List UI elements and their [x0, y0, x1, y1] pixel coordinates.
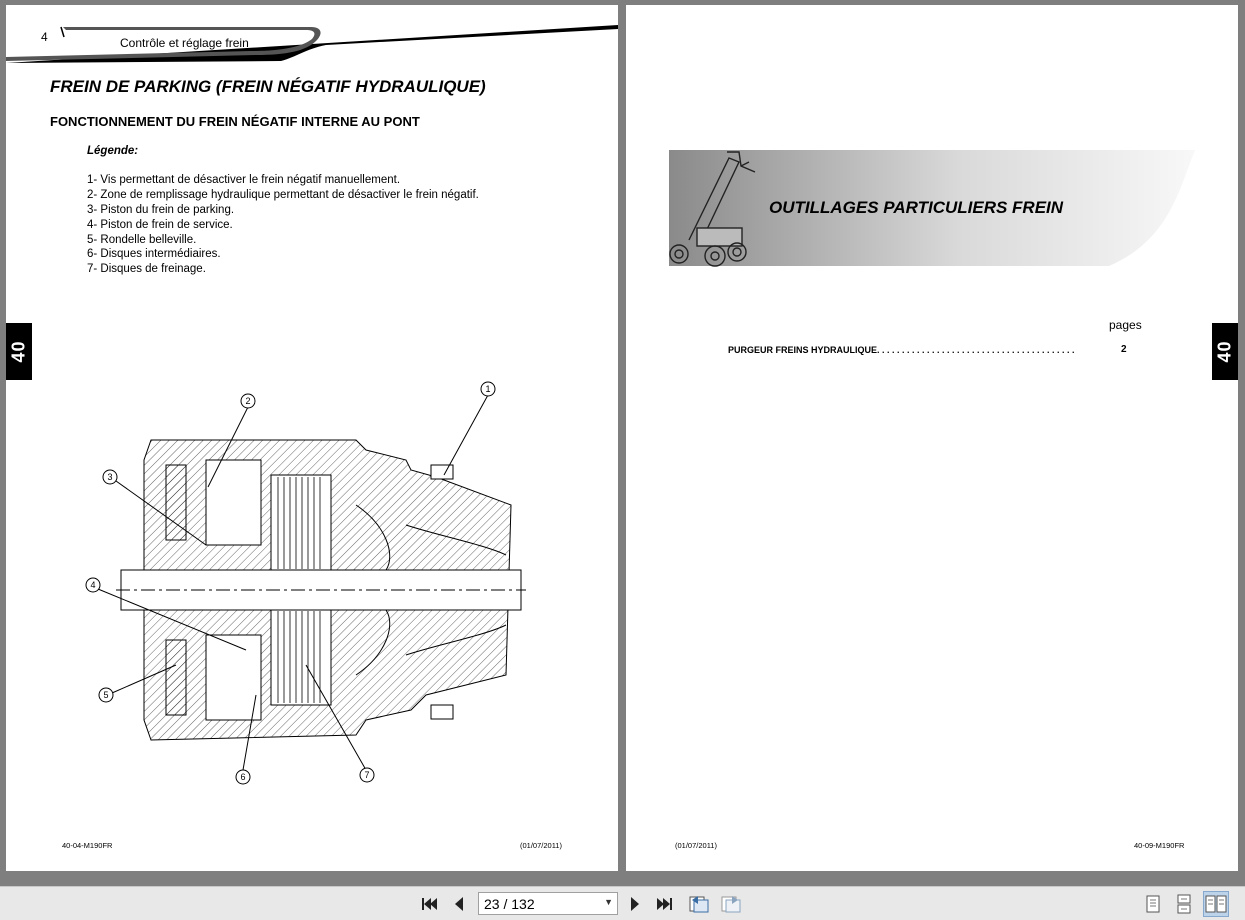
page-number: 4 — [41, 30, 48, 44]
first-page-button[interactable] — [416, 891, 442, 917]
single-page-view-button[interactable] — [1140, 891, 1166, 917]
legend-item: 3- Piston du frein de parking. — [87, 203, 235, 216]
previous-view-button[interactable] — [686, 891, 712, 917]
footer-doc-code: 40-04-M190FR — [62, 841, 113, 850]
left-page — [6, 5, 618, 871]
last-page-icon — [656, 896, 674, 912]
legend-list — [87, 173, 479, 277]
next-page-button[interactable] — [622, 891, 648, 917]
legend-item: 4- Piston de frein de service. — [87, 218, 233, 231]
next-view-button[interactable] — [718, 891, 744, 917]
dropdown-arrow-icon: ▼ — [604, 897, 613, 907]
header-swoosh — [6, 5, 618, 75]
footer-doc-code: 40-09-M190FR — [1134, 841, 1185, 850]
page-indicator: 23 / 132 — [484, 895, 535, 912]
next-page-icon — [628, 896, 642, 912]
legend-item: 2- Zone de remplissage hydraulique permettant de désactiver le frein négatif. — [87, 188, 479, 201]
footer-date: (01/07/2011) — [520, 841, 562, 850]
legend-item: 6- Disques intermédiaires. — [87, 248, 221, 261]
last-page-button[interactable] — [652, 891, 678, 917]
callout-3: 3 — [107, 472, 113, 482]
callout-6: 6 — [240, 772, 246, 782]
right-page — [626, 5, 1238, 871]
section-tab-right — [1212, 323, 1238, 380]
prev-page-icon — [452, 896, 466, 912]
bottom-toolbar — [0, 886, 1245, 920]
section-tab-left — [6, 323, 32, 380]
single-page-view-icon — [1145, 894, 1161, 914]
previous-view-icon — [688, 894, 710, 914]
next-view-icon — [720, 894, 742, 914]
section-tab-label: 40 — [1214, 340, 1235, 363]
two-page-view-icon — [1205, 894, 1227, 914]
sub-title: FONCTIONNEMENT DU FREIN NÉGATIF INTERNE AU PONT — [50, 114, 420, 129]
toc-entry-page[interactable]: 2 — [1121, 344, 1127, 355]
continuous-view-icon — [1176, 894, 1192, 914]
callout-5: 5 — [103, 690, 109, 700]
legend-item: 7- Disques de freinage. — [87, 263, 206, 276]
callout-4: 4 — [90, 580, 96, 590]
brake-cross-section-diagram — [66, 365, 536, 790]
pages-label: pages — [1109, 318, 1142, 332]
callout-2: 2 — [245, 396, 251, 406]
main-title: FREIN DE PARKING (FREIN NÉGATIF HYDRAULIQUE) — [50, 77, 486, 96]
callout-7: 7 — [364, 770, 370, 780]
banner-title: OUTILLAGES PARTICULIERS FREIN — [769, 198, 1064, 217]
callout-1: 1 — [485, 384, 491, 394]
page-selector[interactable] — [478, 892, 618, 915]
legend-title: Légende: — [87, 145, 139, 157]
toc-entry-label[interactable]: PURGEUR FREINS HYDRAULIQUE. . . . . . . . . . . . . . . . . . . . . . . . . . . . . . . . . . . . . . . . — [728, 345, 1075, 355]
first-page-icon — [420, 896, 438, 912]
footer-date: (01/07/2011) — [675, 841, 717, 850]
legend-item: 1- Vis permettant de désactiver le frein négatif manuellement. — [87, 174, 401, 186]
header-title: Contrôle et réglage frein — [120, 36, 249, 50]
legend-item: 5- Rondelle belleville. — [87, 233, 197, 246]
two-page-view-button[interactable] — [1203, 891, 1229, 917]
previous-page-button[interactable] — [446, 891, 472, 917]
section-tab-label: 40 — [8, 340, 29, 363]
continuous-view-button[interactable] — [1171, 891, 1197, 917]
